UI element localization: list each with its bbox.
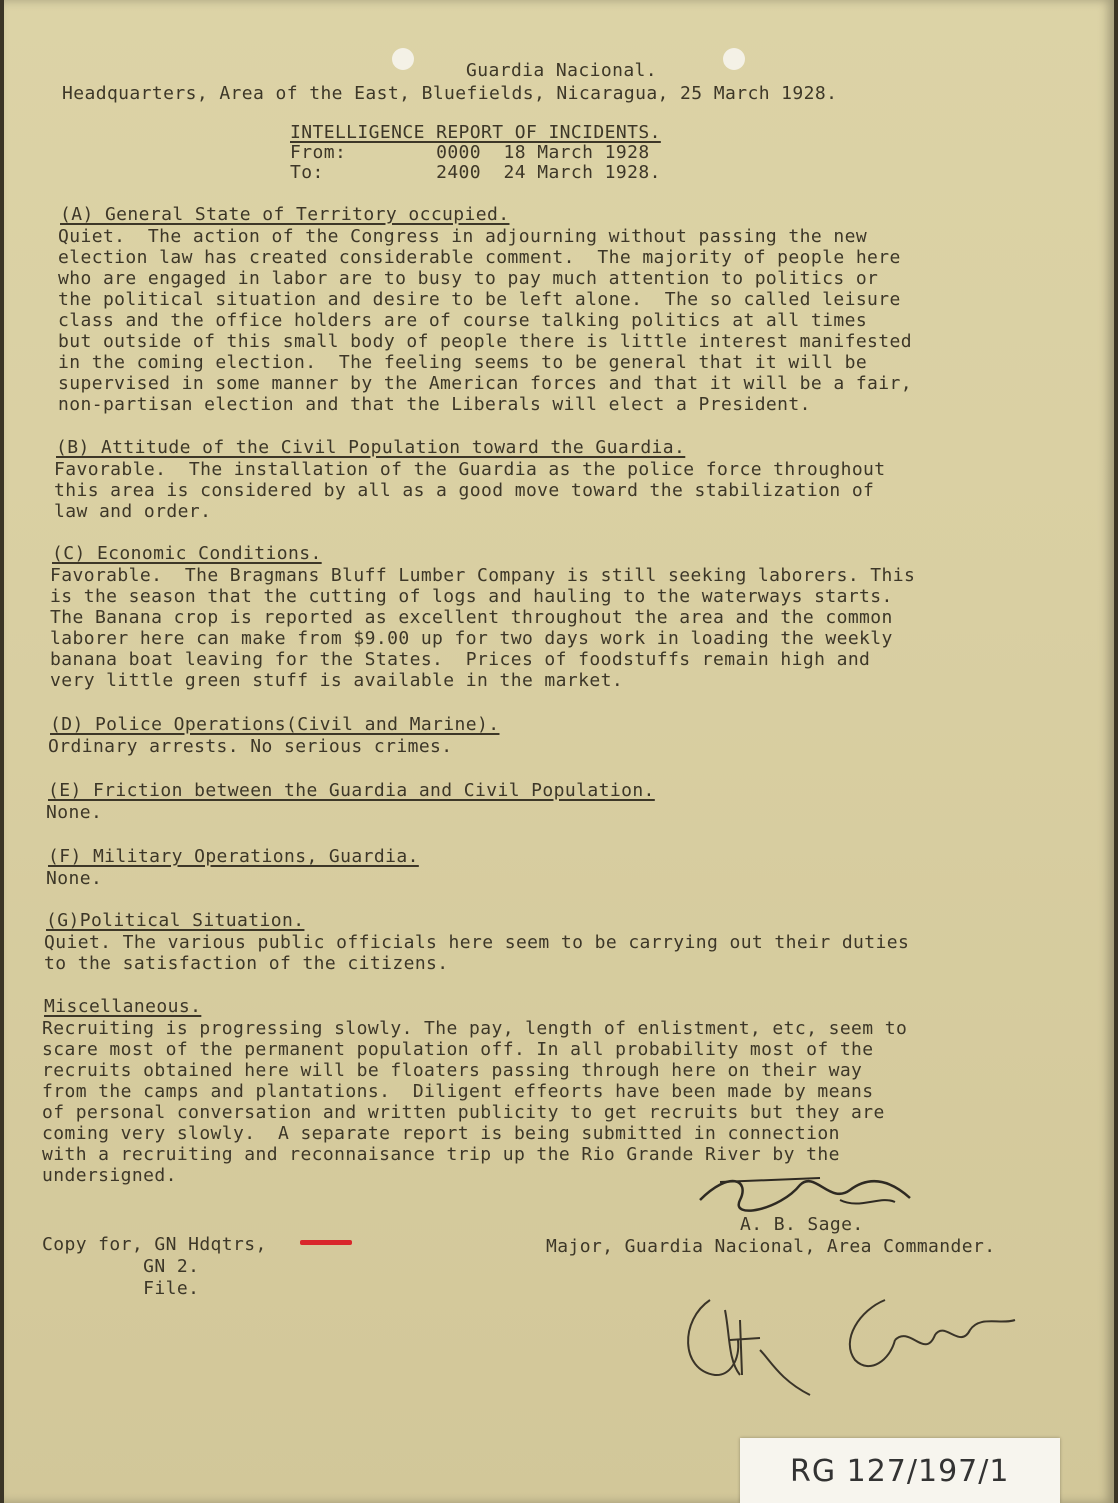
section-text: recruits obtained here will be floaters passing through here on their way [42,1060,863,1081]
section-text: Quiet. The various public officials here seem to be carrying out their duties [44,932,910,953]
signer-title: Major, Guardia Nacional, Area Commander. [546,1236,996,1257]
section-text: Recruiting is progressing slowly. The pay, length of enlistment, etc, seem to [42,1018,908,1039]
from-line: From: 0000 18 March 1928 [290,142,650,163]
copy-for-line: Copy for, GN Hdqtrs, [42,1234,267,1255]
section-text: laborer here can make from $9.00 up for two days work in loading the weekly [50,628,893,649]
punch-hole [392,48,414,70]
section-text: Favorable. The Bragmans Bluff Lumber Company is still seeking laborers. This [50,565,916,586]
report-title: INTELLIGENCE REPORT OF INCIDENTS. [290,122,661,143]
section-text: in the coming election. The feeling seems to be general that it will be [58,352,868,373]
section-text: scare most of the permanent population off. In all probability most of the [42,1039,874,1060]
archive-label-text: RG 127/197/1 [790,1454,1010,1489]
copy-for-line: GN 2. [42,1256,200,1277]
section-heading: (B) Attitude of the Civil Population toward the Guardia. [56,437,686,458]
section-text: the political situation and desire to be left alone. The so called leisure [58,289,901,310]
section-text: The Banana crop is reported as excellent throughout the area and the common [50,607,893,628]
section-heading: (D) Police Operations(Civil and Marine). [50,714,500,735]
section-text: election law has created considerable comment. The majority of people here [58,247,901,268]
archive-label [740,1438,1060,1503]
section-heading: (F) Military Operations, Guardia. [48,846,419,867]
section-heading: (G)Political Situation. [46,910,305,931]
section-text: class and the office holders are of course talking politics at all times [58,310,868,331]
section-heading: (C) Economic Conditions. [52,543,322,564]
section-text: Ordinary arrests. No serious crimes. [48,736,453,757]
section-heading: (E) Friction between the Guardia and Civil Population. [48,780,655,801]
section-heading: Miscellaneous. [44,996,202,1017]
section-text: to the satisfaction of the citizens. [44,953,449,974]
handwritten-initials [670,1280,1030,1410]
section-text: None. [46,868,103,889]
section-text: of personal conversation and written publicity to get recruits but they are [42,1102,885,1123]
handwritten-signature [690,1160,920,1220]
to-line: To: 2400 24 March 1928. [290,162,661,183]
section-text: non-partisan election and that the Liberals will elect a President. [58,394,811,415]
section-text: but outside of this small body of people there is little interest manifested [58,331,913,352]
section-text: is the season that the cutting of logs and hauling to the waterways starts. [50,586,893,607]
section-text: law and order. [54,501,212,522]
section-text: this area is considered by all as a good move toward the stabilization of [54,480,875,501]
copy-for-line: File. [42,1278,200,1299]
section-text: Favorable. The installation of the Guardia as the police force throughout [54,459,886,480]
section-heading: (A) General State of Territory occupied. [60,204,510,225]
section-text: banana boat leaving for the States. Prices of foodstuffs remain high and [50,649,871,670]
section-text: who are engaged in labor are to busy to pay much attention to politics or [58,268,879,289]
section-text: coming very slowly. A separate report is being submitted in connection [42,1123,840,1144]
red-pencil-mark [300,1240,352,1245]
section-text: None. [46,802,103,823]
location-date-line: Headquarters, Area of the East, Bluefields, Nicaragua, 25 March 1928. [62,83,838,104]
signer-name: A. B. Sage. [740,1214,864,1235]
section-text: Quiet. The action of the Congress in adjourning without passing the new [58,226,868,247]
org-name: Guardia Nacional. [466,60,658,81]
section-text: very little green stuff is available in the market. [50,670,624,691]
punch-hole [723,48,745,70]
section-text: from the camps and plantations. Diligent effeorts have been made by means [42,1081,874,1102]
section-text: undersigned. [42,1165,177,1186]
section-text: supervised in some manner by the American forces and that it will be a fair, [58,373,913,394]
section-text: with a recruiting and reconnaisance trip up the Rio Grande River by the [42,1144,840,1165]
